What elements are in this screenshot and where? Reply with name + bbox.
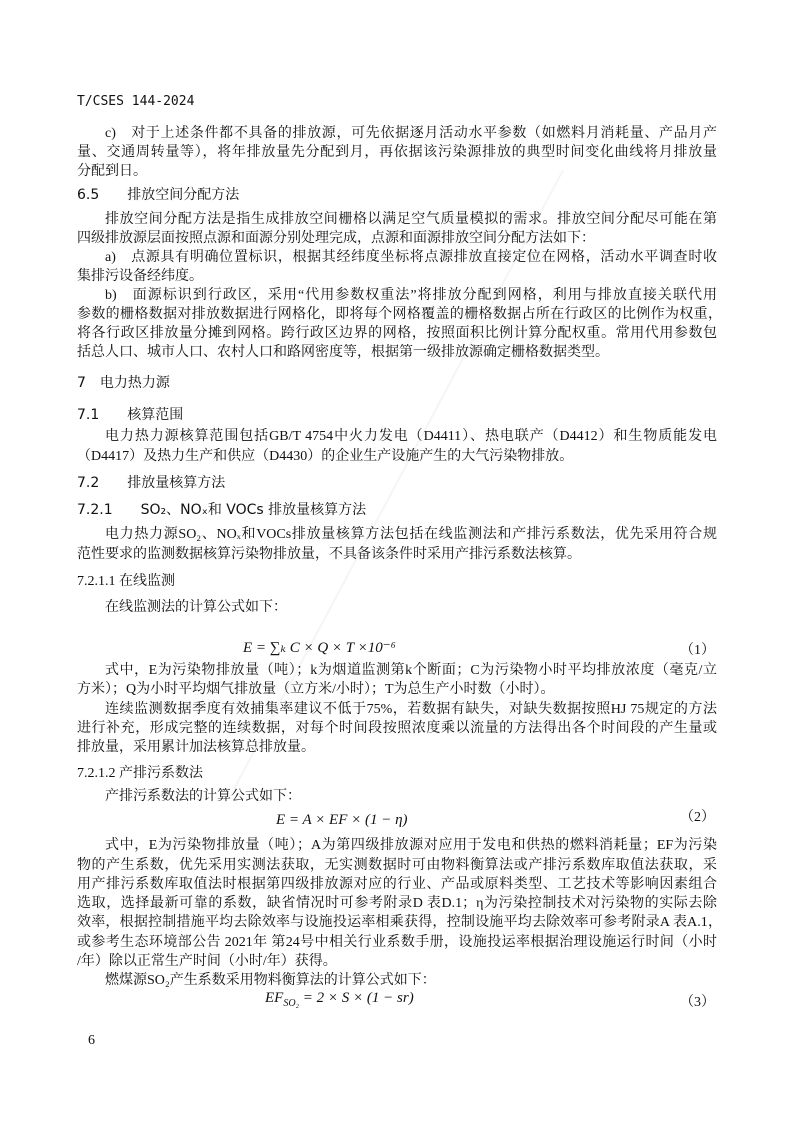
- formula-3-number: （3）: [680, 995, 715, 1010]
- formula-2-number: （2）: [680, 810, 715, 825]
- para-line: 产排污系数法的计算公式如下：: [105, 789, 301, 804]
- para-line: 进行补充，形成完整的连续数据，对每个时间段按照浓度乘以流量的方法得出各个时间段的产生量或: [77, 721, 717, 736]
- formula-3: [265, 990, 414, 1009]
- para-line: 排放量，采用累计加法核算总排放量。: [77, 740, 315, 755]
- formula-3-subscript: SO₂: [283, 998, 300, 1009]
- formula-1: E = ∑ₖ C × Q × T ×10⁻⁶: [243, 640, 396, 656]
- para-line: 或参考生态环境部公告 2021年 第24号中相关行业系数手册，设施投运率根据治理设施运行时间（小时: [77, 935, 717, 950]
- para-line: 范性要求的监测数据核算污染物排放量，不具备该条件时采用产排污系数法核算。: [77, 547, 581, 562]
- subsection-heading: 7.2.1.2 产排污系数法: [77, 766, 203, 781]
- section-heading: 7.1 核算范围: [77, 407, 184, 423]
- para-line: 式中，E为污染物排放量（吨）；A为第四级排放源对应用于发电和供热的燃料消耗量；EF为污染: [105, 838, 717, 853]
- para-line: 方米）；Q为小时平均烟气排放量（立方米/小时）；T为总生产小时数（小时）。: [77, 682, 555, 697]
- para-line: 用产排污系数库取值法时根据第四级排放源对应的行业、产品或原料类型、工艺技术等影响因素组合: [77, 877, 717, 892]
- para-line: 排放空间分配方法是指生成排放空间栅格以满足空气质量模拟的需求。排放空间分配尽可能在第: [105, 212, 717, 227]
- document-id: T/CSES 144-2024: [77, 94, 195, 109]
- para-line: 燃煤源SO₂产生系数采用物料衡算法的计算公式如下：: [105, 973, 436, 988]
- formula-3-lhs: EF: [265, 990, 284, 1006]
- subsection-heading: 7.2.1.1 在线监测: [77, 574, 175, 589]
- para-line: （D4417）及热力生产和供应（D4430）的企业生产设施产生的大气污染物排放。: [77, 449, 574, 464]
- page-number: 6: [88, 1033, 95, 1048]
- section-heading: 6.5 排放空间分配方法: [77, 187, 240, 203]
- list-item-line: 集排污设备经纬度。: [77, 269, 203, 284]
- para-line: 电力热力源SO₂、NOₓ和VOCs排放量核算方法包括在线监测法和产排污系数法，优先采用符合规: [105, 527, 717, 542]
- para-line: 在线监测法的计算公式如下：: [105, 600, 287, 615]
- list-item-line: a) 点源具有明确位置标识，根据其经纬度坐标将点源排放直接定位在网格，活动水平调查时收: [105, 250, 717, 265]
- formula-2: E = A × EF × (1 − η): [276, 812, 408, 828]
- para-line: /年）除以正常生产时间（小时/年）获得。: [77, 954, 337, 969]
- list-item-line: 将各行政区排放量分摊到网格。跨行政区边界的网格，按照面积比例计算分配权重。常用代用参数包: [77, 326, 717, 341]
- para-line: 分配到日。: [77, 164, 147, 179]
- list-item-line: 参数的栅格数据对排放数据进行网格化，即将每个网格覆盖的栅格数据占所在行政区的比例作为权重，: [77, 307, 722, 322]
- para-line: 电力热力源核算范围包括GB/T 4754中火力发电（D4411）、热电联产（D4412）和生物质能发电: [105, 429, 717, 444]
- list-item-line: b) 面源标识到行政区，采用“代用参数权重法”将排放分配到网格，利用与排放直接关联代用: [105, 288, 717, 303]
- para-line: 四级排放源层面按照点源和面源分别处理完成，点源和面源排放空间分配方法如下：: [77, 231, 595, 246]
- para-line: 量、交通周转量等），将年排放量先分配到月，再依据该污染源排放的典型时间变化曲线将月排放量: [77, 145, 717, 160]
- para-line: 连续监测数据季度有效捕集率建议不低于75%，若数据有缺失，对缺失数据按照HJ 75规定的方法: [105, 702, 717, 717]
- section-heading: 7.2.1 SO₂、NOₓ和 VOCs 排放量核算方法: [77, 502, 367, 518]
- para-line: c) 对于上述条件都不具备的排放源，可先依据逐月活动水平参数（如燃料月消耗量、产品月产: [105, 126, 717, 141]
- para-line: 物的产生系数，优先采用实测法获取，无实测数据时可由物料衡算法或产排污系数库取值法获取，采: [77, 858, 717, 873]
- para-line: 选取，选择最新可靠的系数，缺省情况时可参考附录D 表D.1；η为污染控制技术对污染物的实际去除: [77, 896, 717, 911]
- section-heading: 7 电力热力源: [77, 375, 170, 391]
- list-item-line: 括总人口、城市人口、农村人口和路网密度等，根据第一级排放源确定栅格数据类型。: [77, 345, 609, 360]
- formula-3-rhs: = 2 × S × (1 − sr): [299, 990, 414, 1006]
- para-line: 式中，E为污染物排放量（吨）；k为烟道监测第k个断面；C为污染物小时平均排放浓度（毫克/立: [105, 663, 717, 678]
- formula-1-number: （1）: [680, 643, 715, 658]
- section-heading: 7.2 排放量核算方法: [77, 475, 226, 491]
- para-line: 效率，根据控制措施平均去除效率与设施投运率相乘获得，控制设施平均去除效率可参考附录A 表A.1，: [77, 915, 722, 930]
